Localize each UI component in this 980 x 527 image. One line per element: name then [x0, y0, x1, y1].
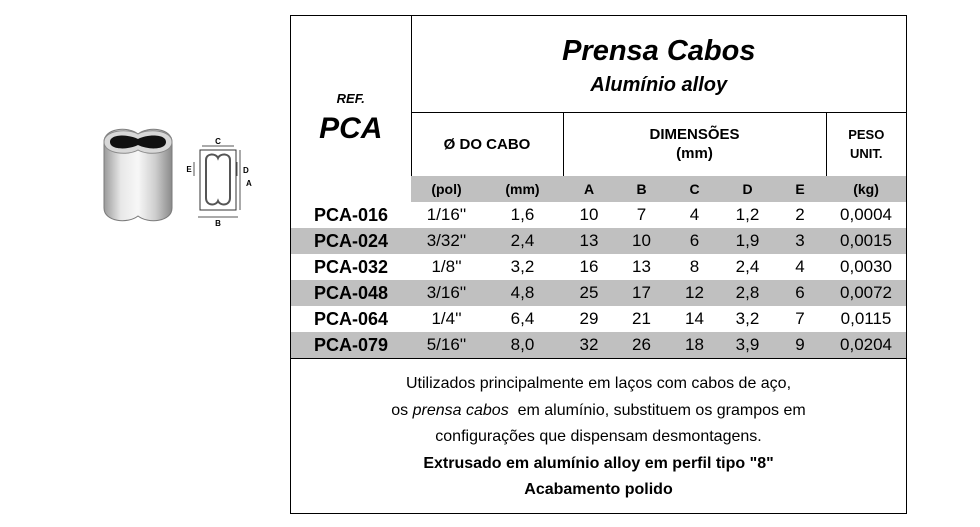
cell-pol: 1/8'' — [431, 257, 462, 276]
dim-label-e: E — [186, 165, 192, 174]
product-illustration — [90, 120, 270, 230]
table-row — [291, 306, 906, 332]
dim-label-a: A — [246, 179, 252, 188]
unit-d: D — [721, 176, 774, 202]
cell-e: 4 — [795, 257, 805, 276]
cell-kg: 0,0015 — [826, 228, 906, 254]
cell-kg: 0,0004 — [840, 205, 893, 224]
note-line-4: Extrusado em alumínio alloy em perfil tipo "8" — [423, 454, 774, 472]
description-notes — [291, 371, 906, 504]
spec-table — [291, 16, 906, 359]
table-row — [291, 228, 906, 254]
unit-pol: (pol) — [411, 176, 482, 202]
cell-mm: 3,2 — [510, 257, 535, 276]
header-dimensions — [563, 112, 826, 176]
cell-b: 7 — [636, 205, 647, 224]
cell-b: 10 — [615, 228, 668, 254]
product-subtitle: Alumínio alloy — [590, 73, 728, 96]
cell-c: 14 — [685, 309, 704, 328]
cell-mm: 6,4 — [510, 309, 535, 328]
header-weight-label: PESO — [848, 127, 885, 143]
note-line-1: Utilizados principalmente em laços com cabos de aço, — [405, 375, 792, 392]
cell-d: 3,2 — [735, 309, 760, 328]
cell-pol: 5/16'' — [411, 332, 482, 359]
cell-e: 6 — [774, 280, 826, 306]
cell-b: 17 — [615, 280, 668, 306]
cell-d: 2,4 — [735, 257, 760, 276]
cell-mm: 4,8 — [482, 280, 563, 306]
cell-a: 10 — [579, 205, 599, 224]
cell-c: 8 — [689, 257, 700, 276]
note-line-2-post: em alumínio, substituem os grampos em — [508, 401, 806, 419]
note-line-5: Acabamento polido — [524, 481, 673, 498]
row-code: PCA-064 — [313, 308, 389, 329]
cell-c: 18 — [668, 332, 721, 359]
cell-d: 1,2 — [735, 205, 760, 224]
cell-e: 7 — [795, 309, 805, 328]
aluminum-sleeve-photo — [104, 129, 172, 220]
dim-label-c: C — [215, 137, 221, 146]
cell-kg: 0,0115 — [840, 309, 892, 328]
row-code: PCA-032 — [313, 256, 389, 277]
cell-d: 2,8 — [721, 280, 774, 306]
note-line-3: configurações que dispensam desmontagens. — [435, 428, 762, 445]
header-cable-diameter: Ø DO CABO — [411, 112, 563, 176]
unit-mm: (mm) — [482, 176, 563, 202]
cell-pol: 1/4'' — [431, 309, 462, 328]
cell-pol: 1/16'' — [426, 205, 467, 224]
row-code: PCA-048 — [291, 280, 411, 306]
dimension-diagram — [186, 137, 252, 228]
row-code: PCA-079 — [291, 332, 411, 359]
unit-b: B — [615, 176, 668, 202]
cell-e: 3 — [774, 228, 826, 254]
cell-d: 3,9 — [721, 332, 774, 359]
cell-mm: 2,4 — [482, 228, 563, 254]
unit-a: A — [563, 176, 615, 202]
cell-a: 25 — [563, 280, 615, 306]
unit-kg: (kg) — [826, 176, 906, 202]
ref-label: REF. — [336, 91, 365, 106]
table-row — [291, 280, 906, 306]
table-row — [291, 254, 906, 280]
header-weight-unit: UNIT. — [850, 146, 883, 162]
cell-b: 26 — [615, 332, 668, 359]
header-dimensions-label: DIMENSÕES — [649, 126, 740, 144]
cell-mm: 1,6 — [510, 205, 535, 224]
row-code: PCA-016 — [313, 204, 389, 225]
table-row — [291, 202, 906, 228]
cell-a: 29 — [579, 309, 599, 328]
ref-code: PCA — [319, 112, 383, 145]
unit-c: C — [668, 176, 721, 202]
cell-a: 32 — [563, 332, 615, 359]
units-blank — [291, 176, 411, 202]
cell-a: 13 — [563, 228, 615, 254]
dim-label-b: B — [215, 219, 221, 228]
cell-c: 6 — [668, 228, 721, 254]
header-unit-weight — [826, 112, 906, 176]
cell-kg: 0,0072 — [826, 280, 906, 306]
cell-e: 2 — [795, 205, 805, 224]
table-row — [291, 332, 906, 359]
unit-e: E — [774, 176, 826, 202]
spec-sheet — [290, 15, 907, 514]
cell-d: 1,9 — [721, 228, 774, 254]
row-code: PCA-024 — [291, 228, 411, 254]
note-line-2-italic: prensa cabos — [412, 401, 509, 419]
note-line-2 — [291, 398, 906, 425]
product-title: Prensa Cabos — [562, 34, 756, 67]
cell-a: 16 — [579, 257, 599, 276]
cell-b: 13 — [632, 257, 651, 276]
cell-kg: 0,0030 — [840, 257, 893, 276]
units-row — [291, 176, 906, 202]
title-block — [411, 16, 906, 112]
note-line-2-pre: os — [391, 401, 413, 419]
cell-mm: 8,0 — [482, 332, 563, 359]
cell-c: 12 — [668, 280, 721, 306]
cell-b: 21 — [632, 309, 651, 328]
cell-kg: 0,0204 — [826, 332, 906, 359]
cell-c: 4 — [689, 205, 700, 224]
header-dimensions-unit: (mm) — [676, 145, 713, 163]
dim-label-d: D — [243, 166, 249, 175]
cell-pol: 3/32'' — [411, 228, 482, 254]
cell-pol: 3/16'' — [411, 280, 482, 306]
cell-e: 9 — [774, 332, 826, 359]
